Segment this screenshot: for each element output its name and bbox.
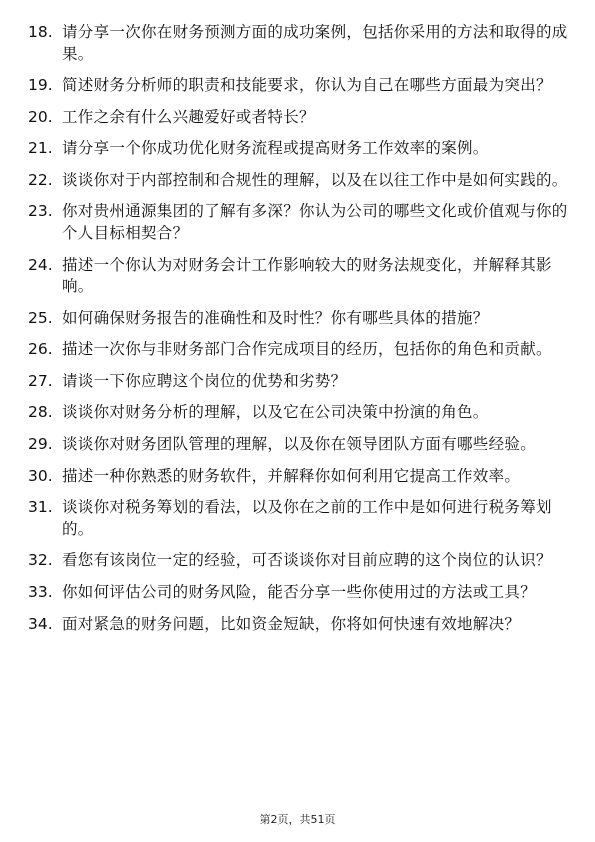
- question-text: 谈谈你对财务团队管理的理解，以及你在领导团队方面有哪些经验。: [62, 435, 537, 454]
- question-text: 如何确保财务报告的准确性和及时性？你有哪些具体的措施？: [62, 308, 489, 327]
- page-number-label: 第2页，共51页: [259, 813, 336, 826]
- question-number: 34.: [28, 614, 53, 633]
- question-item: [28, 614, 568, 636]
- question-number: 22.: [28, 170, 53, 189]
- question-number: 28.: [28, 403, 53, 422]
- question-text: 谈谈你对于内部控制和合规性的理解，以及在以往工作中是如何实践的。: [62, 170, 568, 189]
- question-number: 26.: [28, 340, 53, 359]
- question-number: 33.: [28, 582, 53, 601]
- question-item: [28, 339, 568, 361]
- question-item: [28, 255, 568, 298]
- question-number: 30.: [28, 466, 53, 485]
- question-item: [28, 582, 568, 604]
- question-text: 你如何评估公司的财务风险，能否分享一些你使用过的方法或工具？: [62, 582, 537, 601]
- question-number: 19.: [28, 76, 53, 95]
- question-text: 看您有该岗位一定的经验，可否谈谈你对目前应聘的这个岗位的认识？: [62, 551, 552, 570]
- question-item: [28, 107, 568, 129]
- question-text: 谈谈你对税务筹划的看法，以及你在之前的工作中是如何进行税务筹划的。: [62, 498, 552, 538]
- question-item: [28, 22, 568, 65]
- question-number: 31.: [28, 498, 53, 517]
- question-number: 24.: [28, 255, 53, 274]
- question-text: 请分享一次你在财务预测方面的成功案例，包括你采用的方法和取得的成果。: [62, 23, 568, 63]
- question-number: 23.: [28, 202, 53, 221]
- question-text: 描述一种你熟悉的财务软件，并解释你如何利用它提高工作效率。: [62, 466, 521, 485]
- question-item: [28, 138, 568, 160]
- page-footer: [0, 813, 595, 827]
- question-text: 简述财务分析师的职责和技能要求，你认为自己在哪些方面最为突出？: [62, 76, 552, 95]
- question-item: [28, 75, 568, 97]
- question-item: [28, 497, 568, 540]
- question-text: 你对贵州通源集团的了解有多深？你认为公司的哪些文化或价值观与你的个人目标相契合？: [62, 202, 568, 242]
- question-text: 描述一个你认为对财务会计工作影响较大的财务法规变化，并解释其影响。: [62, 255, 552, 296]
- question-number: 25.: [28, 308, 53, 327]
- question-text: 谈谈你对财务分析的理解，以及它在公司决策中扮演的角色。: [62, 403, 489, 422]
- question-item: [28, 466, 568, 488]
- question-text: 描述一次你与非财务部门合作完成项目的经历，包括你的角色和贡献。: [62, 340, 552, 359]
- question-item: [28, 201, 568, 244]
- question-item: [28, 434, 568, 456]
- question-number: 21.: [28, 139, 53, 158]
- question-list: [28, 22, 568, 645]
- question-text: 工作之余有什么兴趣爱好或者特长？: [62, 107, 315, 126]
- question-text: 面对紧急的财务问题，比如资金短缺，你将如何快速有效地解决？: [62, 614, 521, 633]
- question-text: 请分享一个你成功优化财务流程或提高财务工作效率的案例。: [62, 139, 489, 158]
- question-number: 32.: [28, 551, 53, 570]
- question-item: [28, 308, 568, 330]
- question-item: [28, 371, 568, 393]
- question-item: [28, 402, 568, 424]
- question-item: [28, 170, 568, 192]
- question-number: 27.: [28, 371, 53, 390]
- question-number: 18.: [28, 23, 53, 41]
- question-text: 请谈一下你应聘这个岗位的优势和劣势？: [62, 371, 347, 390]
- question-item: [28, 550, 568, 572]
- question-number: 20.: [28, 107, 53, 126]
- question-number: 29.: [28, 435, 53, 454]
